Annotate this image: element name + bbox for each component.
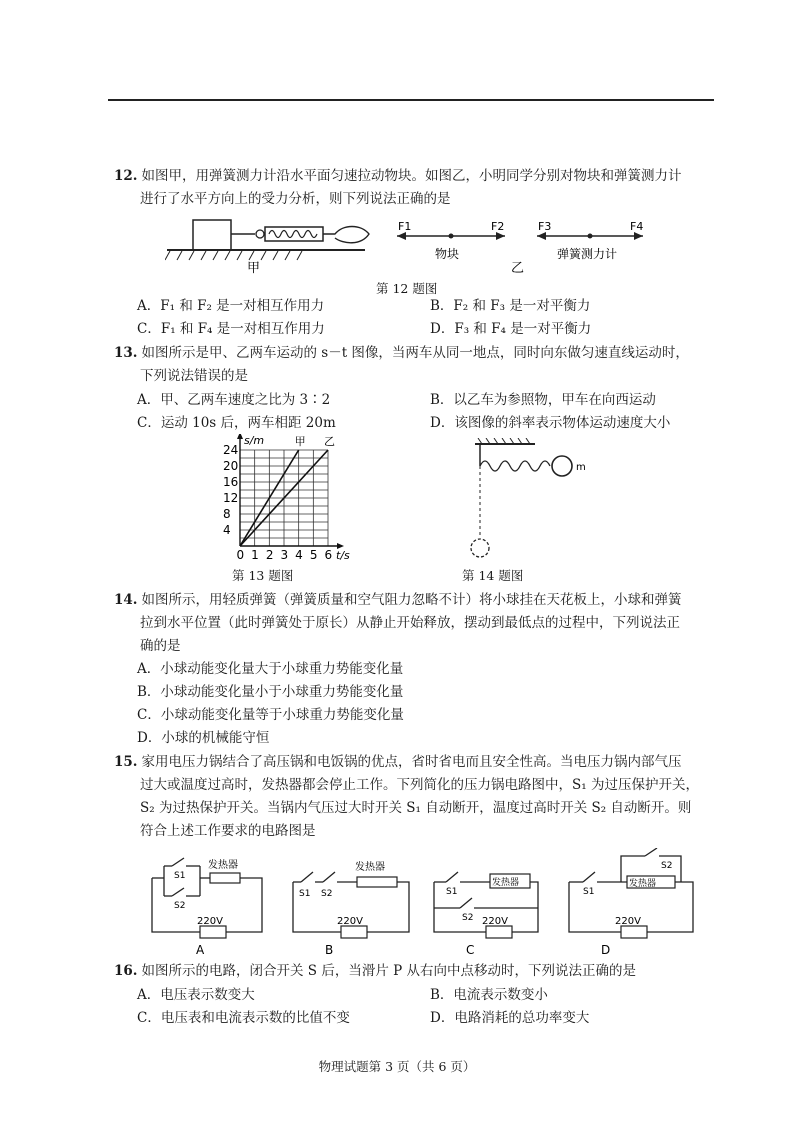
top-rule xyxy=(108,99,714,101)
q13-text1: 如图所示是甲、乙两车运动的 s－t 图像，当两车从同一地点，同时向东做匀速直线运动时， xyxy=(141,345,689,361)
q12-label-f4: F4 xyxy=(630,220,644,233)
q16-option-d: D．电路消耗的总功率变大 xyxy=(430,1010,590,1026)
q14-caption: 第 14 题图 xyxy=(462,568,524,583)
x-tick-label: 1 xyxy=(251,548,259,562)
q14-option-b: B．小球动能变化量小于小球重力势能变化量 xyxy=(137,684,404,700)
q15-text4: 符合上述工作要求的电路图是 xyxy=(140,823,316,839)
q14-number: 14. xyxy=(114,592,138,608)
y-tick-label: 24 xyxy=(223,443,239,457)
y-axis-label: s/m xyxy=(244,434,265,447)
q12-line1 xyxy=(114,166,682,187)
svg-text:S1: S1 xyxy=(446,887,458,897)
q14-figure xyxy=(470,438,600,563)
q14-spring xyxy=(480,461,550,471)
svg-text:S1: S1 xyxy=(583,887,595,897)
q14-line1 xyxy=(114,590,682,611)
q13-st-chart xyxy=(212,434,362,564)
q15-label-d: D xyxy=(601,943,611,957)
q12-fig-block: 物块 xyxy=(435,247,460,261)
svg-text:S1: S1 xyxy=(299,889,311,899)
q12-hand xyxy=(323,227,369,243)
y-axis-arrow xyxy=(237,434,243,439)
q13-option-d: D．该图像的斜率表示物体运动速度大小 xyxy=(430,415,671,431)
q16-option-b: B．电流表示数变小 xyxy=(430,987,548,1003)
q15-b-heater: 发热器 xyxy=(355,862,385,873)
x-tick-label: 6 xyxy=(324,548,333,562)
q15-label-b: B xyxy=(325,943,334,957)
q14-option-d: D．小球的机械能守恒 xyxy=(137,730,270,746)
q15-b-voltage: 220V xyxy=(337,916,363,927)
q12-ground-hatch xyxy=(165,251,302,260)
y-tick-label: 12 xyxy=(223,491,239,505)
q16-number: 16. xyxy=(114,963,138,979)
y-tick-label: 8 xyxy=(223,507,231,521)
q13-option-c: C．运动 10s 后，两车相距 20m xyxy=(137,415,336,431)
q15-circuits xyxy=(140,848,700,958)
q12-caption: 第 12 题图 xyxy=(376,281,438,296)
x-tick-label: 3 xyxy=(280,548,289,562)
q14-fig-m: m xyxy=(576,462,586,473)
q16-option-a: A．电压表示数变大 xyxy=(137,987,255,1003)
q15-label-a: A xyxy=(196,943,205,957)
q16-option-c: C．电压表和电流表示数的比值不变 xyxy=(137,1010,350,1026)
q15-d-heater: 发热器 xyxy=(629,879,657,889)
q15-circuit-d xyxy=(569,848,693,957)
q15-circuit-b xyxy=(293,860,409,957)
svg-text:S2: S2 xyxy=(321,889,333,899)
page-footer: 物理试题第 3 页（共 6 页） xyxy=(318,1059,476,1074)
q15-text3: S₂ 为过热保护开关。当锅内气压过大时开关 S₁ 自动断开，温度过高时开关 S₂ 自动断开。则 xyxy=(140,800,692,816)
y-tick-label: 16 xyxy=(223,475,239,489)
q13-option-a: A．甲、乙两车速度之比为 3∶2 xyxy=(137,392,331,408)
q12-text2: 进行了水平方向上的受力分析，则下列说法正确的是 xyxy=(140,191,451,207)
q12-arrow-f2 xyxy=(496,232,505,240)
q13-line1 xyxy=(114,343,689,364)
q12-label-f2: F2 xyxy=(491,220,505,233)
x-axis-label: t/s xyxy=(336,549,350,562)
q15-c-voltage: 220V xyxy=(482,916,508,927)
q12-fig-label-yi: 乙 xyxy=(511,261,525,276)
q13-option-b: B．以乙车为参照物，甲车在向西运动 xyxy=(430,392,656,408)
x-tick-label: 0 xyxy=(236,548,245,562)
q15-number: 15. xyxy=(114,754,138,770)
q12-option-d: D．F₃ 和 F₄ 是一对平衡力 xyxy=(430,321,592,337)
q15-text1: 家用电压力锅结合了高压锅和电饭锅的优点，省时省电而且安全性高。当电压力锅内部气压 xyxy=(141,754,682,770)
q15-a-voltage: 220V xyxy=(197,916,223,927)
q12-block xyxy=(193,220,231,250)
q12-arrow-f4 xyxy=(634,232,643,240)
x-tick-label: 5 xyxy=(309,548,318,562)
q12-option-c: C．F₁ 和 F₄ 是一对相互作用力 xyxy=(137,321,325,337)
q15-c-heater: 发热器 xyxy=(492,878,520,888)
q14-text1: 如图所示，用轻质弹簧（弹簧质量和空气阻力忽略不计）将小球挂在天花板上，小球和弹簧 xyxy=(141,592,682,608)
q15-d-voltage: 220V xyxy=(615,916,641,927)
q12-label-f1: F1 xyxy=(398,220,412,233)
q15-line1 xyxy=(114,752,682,773)
q15-circuit-c xyxy=(434,872,538,957)
series-label-yi: 乙 xyxy=(324,435,335,448)
q14-option-a: A．小球动能变化量大于小球重力势能变化量 xyxy=(137,661,404,677)
q12-option-b: B．F₂ 和 F₃ 是一对平衡力 xyxy=(430,298,591,314)
q12-text1: 如图甲，用弹簧测力计沿水平面匀速拉动物块。如图乙，小明同学分别对物块和弹簧测力计 xyxy=(141,168,682,184)
q16-line1 xyxy=(114,961,636,982)
q12-option-a: A．F₁ 和 F₂ 是一对相互作用力 xyxy=(137,298,325,314)
x-tick-label: 2 xyxy=(265,548,274,562)
q14-ball xyxy=(552,456,572,476)
svg-text:S2: S2 xyxy=(661,861,673,871)
q13-caption: 第 13 题图 xyxy=(232,568,294,583)
q13-number: 13. xyxy=(114,345,138,361)
q12-spring-scale xyxy=(265,227,323,241)
q12-arrow-f3 xyxy=(537,232,546,240)
svg-text:S2: S2 xyxy=(174,901,186,911)
svg-text:S2: S2 xyxy=(462,913,474,923)
q15-circuit-a xyxy=(152,858,262,957)
q12-label-f3: F3 xyxy=(538,220,552,233)
q13-text2: 下列说法错误的是 xyxy=(140,368,248,384)
q15-a-heater: 发热器 xyxy=(208,860,238,871)
q16-text1: 如图所示的电路，闭合开关 S 后，当滑片 P 从右向中点移动时，下列说法正确的是 xyxy=(141,963,636,979)
q12-fig-spring: 弹簧测力计 xyxy=(557,247,618,261)
x-tick-label: 4 xyxy=(295,548,303,562)
q14-ball-lowest xyxy=(471,539,489,557)
q12-arrow-f1 xyxy=(397,232,406,240)
q12-number: 12. xyxy=(114,168,138,184)
q14-text2: 拉到水平位置（此时弹簧处于原长）从静止开始释放，摆动到最低点的过程中，下列说法正 xyxy=(140,615,680,631)
q14-text3: 确的是 xyxy=(140,638,181,654)
series-label-jia: 甲 xyxy=(294,435,306,448)
q12-fig-label-jia: 甲 xyxy=(247,261,261,276)
q15-text2: 过大或温度过高时，发热器都会停止工作。下列简化的压力锅电路图中，S₁ 为过压保护开关， xyxy=(140,777,699,793)
q12-figure xyxy=(165,210,725,276)
q15-label-c: C xyxy=(466,943,475,957)
y-tick-label: 20 xyxy=(223,459,239,473)
y-tick-label: 4 xyxy=(223,523,231,537)
q14-option-c: C．小球动能变化量等于小球重力势能变化量 xyxy=(137,707,404,723)
svg-text:S1: S1 xyxy=(174,871,186,881)
